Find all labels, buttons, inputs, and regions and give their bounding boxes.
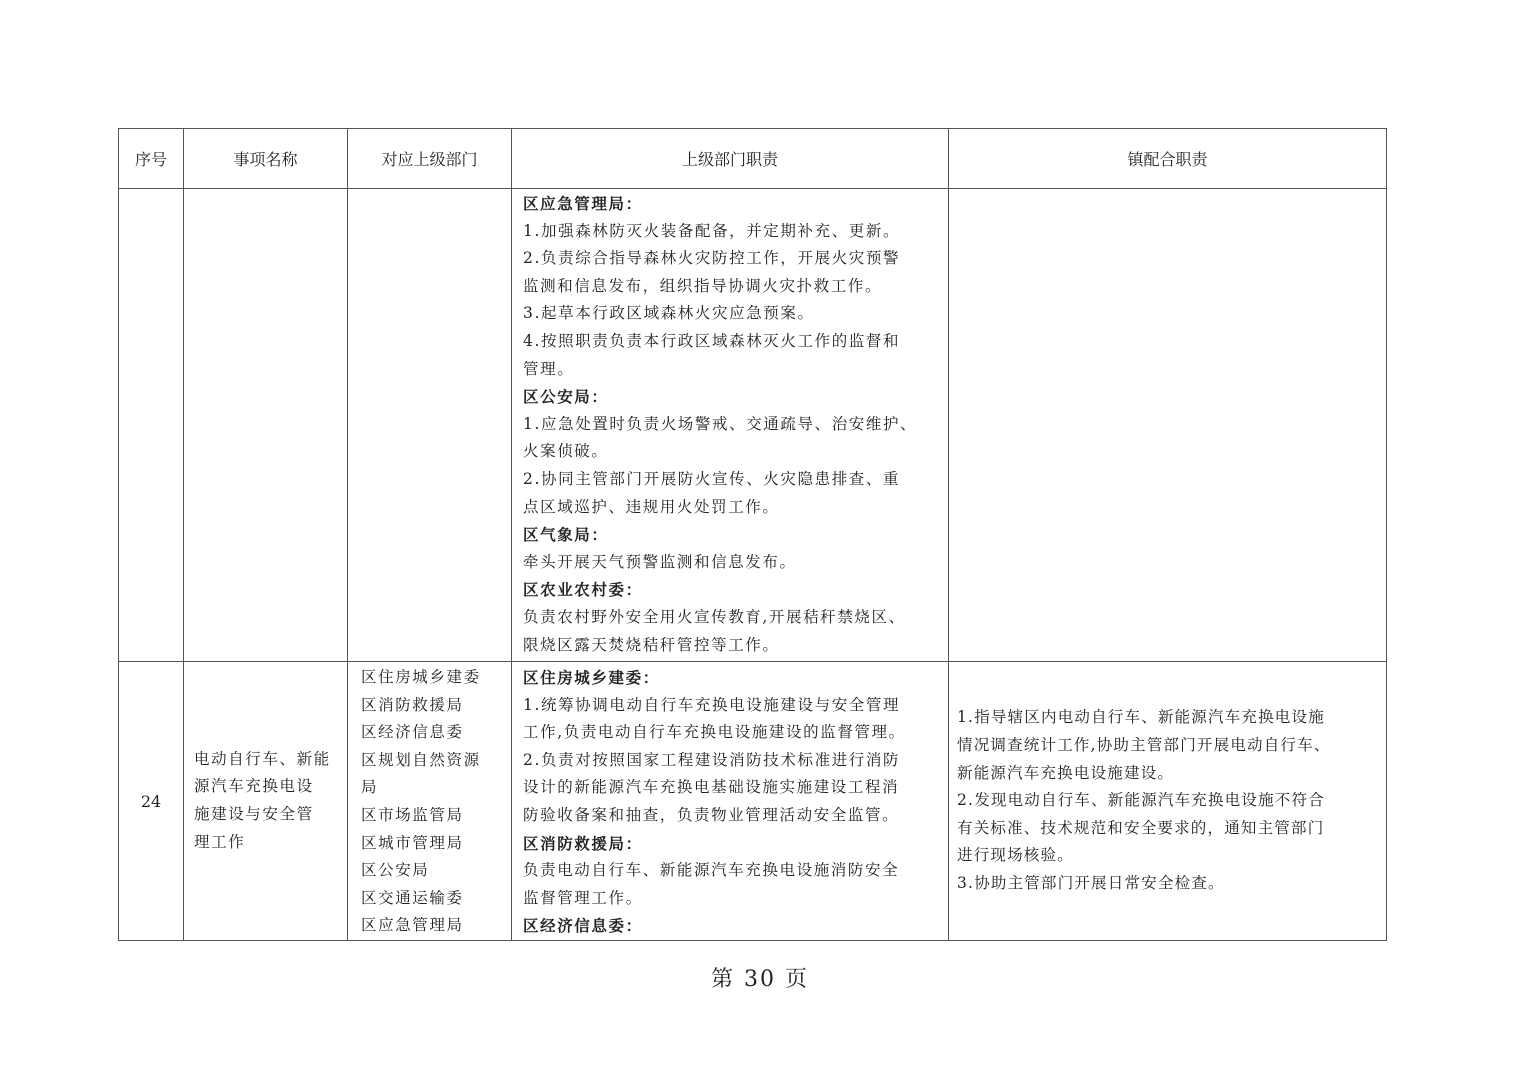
town-duty-line: 情况调查统计工作,协助主管部门开展电动自行车、 bbox=[957, 736, 1331, 755]
duty-line: 防验收备案和抽查，负责物业管理活动安全监管。 bbox=[523, 805, 900, 824]
cell-town-duty-empty bbox=[949, 189, 1387, 662]
page-number: 第 30 页 bbox=[711, 967, 809, 992]
duty-line: 监测和信息发布，组织指导协调火灾扑救工作。 bbox=[523, 276, 883, 295]
item-name-line: 电动自行车、新能 bbox=[194, 749, 331, 768]
department-item: 区经济信息委 bbox=[361, 723, 464, 742]
department-heading: 区消防救援局： bbox=[523, 833, 643, 853]
duty-text bbox=[523, 664, 942, 940]
duty-line: 负责农村野外安全用火宣传教育,开展秸秆禁烧区、 bbox=[523, 607, 906, 626]
duty-line: 限烧区露天焚烧秸秆管控等工作。 bbox=[523, 635, 780, 654]
header-town-duty: 镇配合职责 bbox=[949, 129, 1387, 189]
department-list bbox=[361, 664, 507, 940]
duty-text bbox=[523, 190, 942, 659]
header-superior-dept: 对应上级部门 bbox=[348, 129, 512, 189]
department-heading: 区农业农村委： bbox=[523, 580, 643, 600]
cell-dept-empty bbox=[348, 189, 512, 662]
table-header-row bbox=[119, 129, 1387, 189]
department-item: 区应急管理局 bbox=[361, 916, 464, 935]
item-name-text bbox=[194, 746, 339, 856]
duty-line: 2.负责对按照国家工程建设消防技术标准进行消防 bbox=[523, 750, 901, 769]
duty-line: 设计的新能源汽车充换电基础设施实施建设工程消 bbox=[523, 778, 900, 797]
duty-line: 点区域巡护、违规用火处罚工作。 bbox=[523, 497, 780, 516]
duty-line: 3.起草本行政区域森林火灾应急预案。 bbox=[523, 304, 815, 323]
town-duty-text bbox=[957, 704, 1380, 897]
cell-item-empty bbox=[184, 189, 348, 662]
department-heading: 区应急管理局： bbox=[523, 194, 643, 213]
duty-line: 1.加强森林防灭火装备配备，并定期补充、更新。 bbox=[523, 221, 901, 240]
duty-line: 监督管理工作。 bbox=[523, 888, 643, 907]
table-row-continued bbox=[119, 189, 1387, 662]
table-row-24 bbox=[119, 662, 1387, 941]
header-item-name: 事项名称 bbox=[184, 129, 348, 189]
cell-superior-duty-continued bbox=[512, 189, 949, 662]
cell-superior-duty bbox=[512, 662, 949, 941]
duty-line: 2.协同主管部门开展防火宣传、火灾隐患排查、重 bbox=[523, 469, 901, 488]
item-name-line: 理工作 bbox=[194, 832, 246, 851]
department-heading: 区气象局： bbox=[523, 525, 609, 545]
cell-item-name bbox=[184, 662, 348, 941]
cell-superior-depts bbox=[348, 662, 512, 941]
town-duty-line: 3.协助主管部门开展日常安全检查。 bbox=[957, 873, 1225, 892]
duty-line: 2.负责综合指导森林火灾防控工作，开展火灾预警 bbox=[523, 249, 901, 268]
duty-line: 工作,负责电动自行车充换电设施建设的监督管理。 bbox=[523, 723, 906, 742]
department-heading: 区住房城乡建委： bbox=[523, 668, 660, 687]
duty-line: 4.按照职责负责本行政区域森林灭火工作的监督和 bbox=[523, 331, 901, 350]
duty-line: 负责电动自行车、新能源汽车充换电设施消防安全 bbox=[523, 861, 900, 880]
cell-seq-empty bbox=[119, 189, 184, 662]
department-item: 区住房城乡建委 bbox=[361, 668, 481, 686]
cell-seq: 24 bbox=[119, 662, 184, 941]
department-item: 区市场监管局 bbox=[361, 805, 464, 824]
department-item: 区公安局 bbox=[361, 861, 430, 880]
town-duty-line: 进行现场核验。 bbox=[957, 846, 1074, 865]
duty-line: 1.统筹协调电动自行车充换电设施建设与安全管理 bbox=[523, 695, 901, 714]
item-name-line: 施建设与安全管 bbox=[194, 805, 314, 823]
town-duty-line: 有关标准、技术规范和安全要求的，通知主管部门 bbox=[957, 818, 1325, 837]
department-item: 区规划自然资源 bbox=[361, 750, 481, 769]
header-seq: 序号 bbox=[119, 129, 184, 189]
department-heading: 区公安局： bbox=[523, 387, 609, 407]
duty-line: 管理。 bbox=[523, 359, 575, 378]
department-item: 区城市管理局 bbox=[361, 833, 464, 852]
cell-town-duty bbox=[949, 662, 1387, 941]
town-duty-line: 2.发现电动自行车、新能源汽车充换电设施不符合 bbox=[957, 791, 1325, 810]
department-item: 区交通运输委 bbox=[361, 888, 464, 907]
item-name-line: 源汽车充换电设 bbox=[194, 777, 314, 796]
duty-line: 火案侦破。 bbox=[523, 442, 609, 461]
town-duty-line: 1.指导辖区内电动自行车、新能源汽车充换电设施 bbox=[957, 708, 1325, 727]
responsibility-table bbox=[118, 128, 1387, 941]
town-duty-line: 新能源汽车充换电设施建设。 bbox=[957, 763, 1175, 782]
duty-line: 1.应急处置时负责火场警戒、交通疏导、治安维护、 bbox=[523, 414, 918, 433]
department-item: 局 bbox=[361, 778, 379, 797]
duty-line: 牵头开展天气预警监测和信息发布。 bbox=[523, 552, 797, 571]
header-superior-duty: 上级部门职责 bbox=[512, 129, 949, 189]
department-heading: 区经济信息委： bbox=[523, 916, 643, 936]
department-item: 区消防救援局 bbox=[361, 695, 464, 714]
